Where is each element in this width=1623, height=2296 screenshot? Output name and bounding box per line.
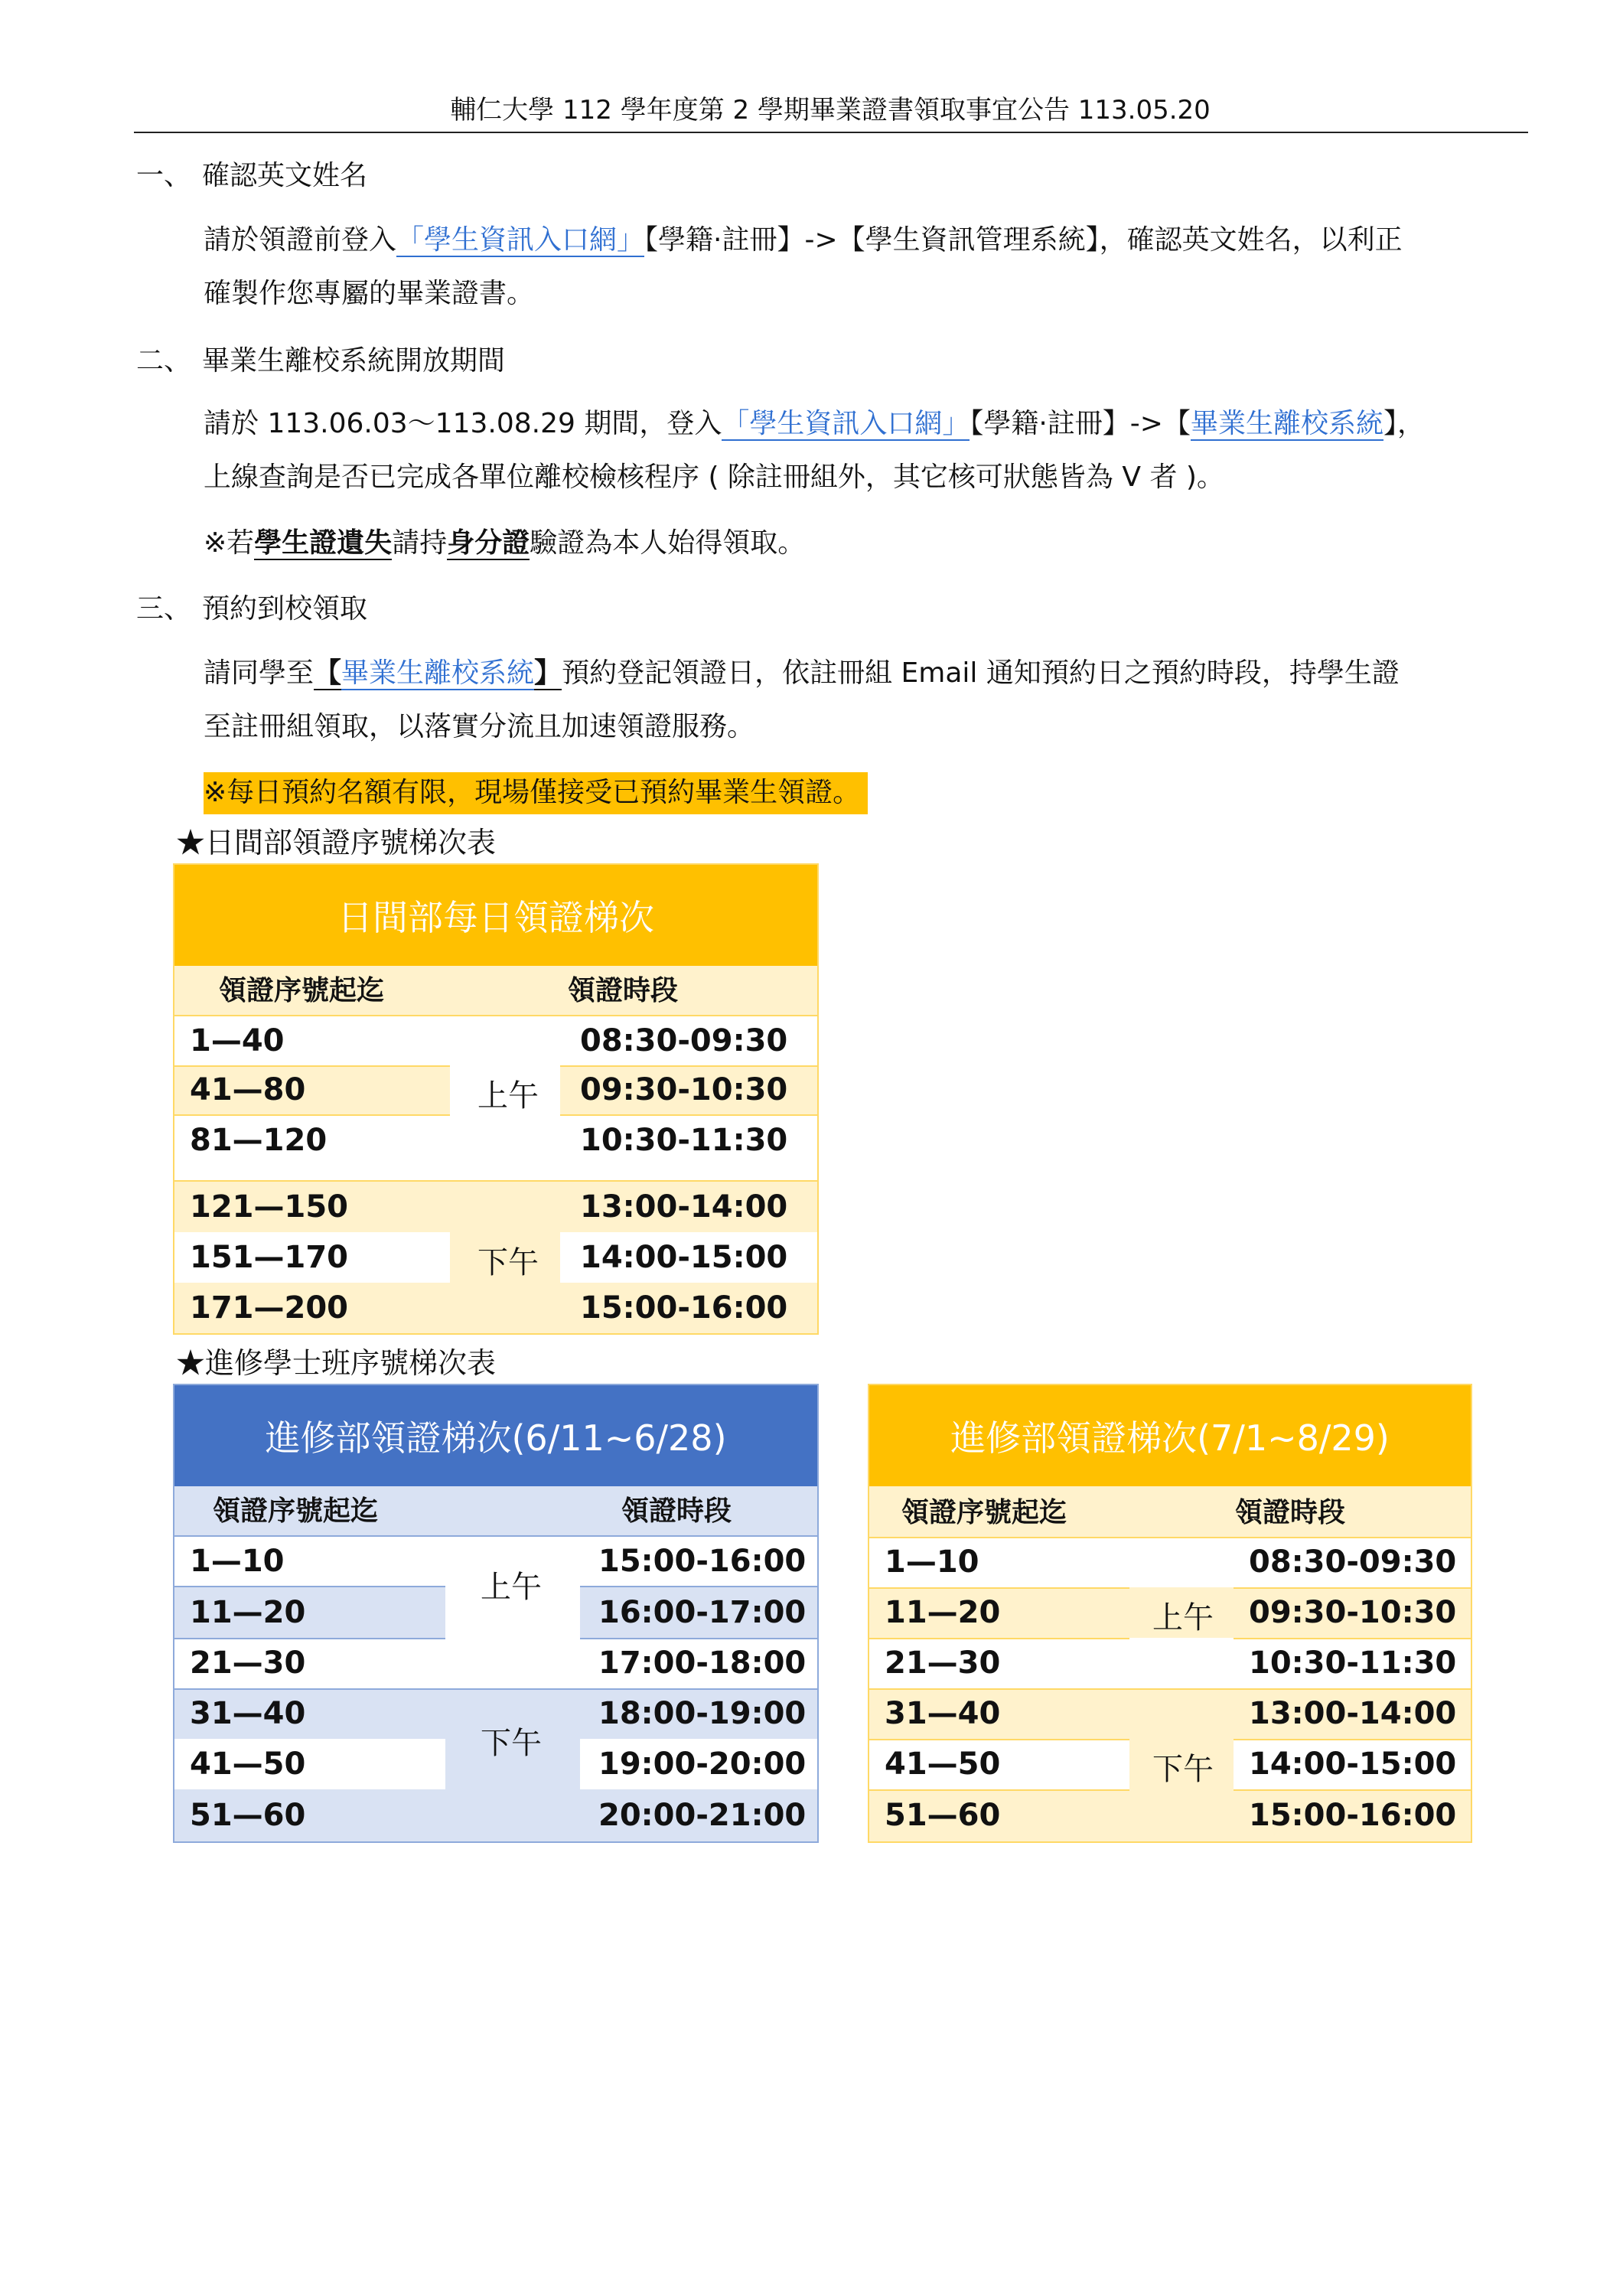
time-cell: 15:00-16:00 <box>1249 1798 1457 1833</box>
text: 預約登記領證日，依註冊組 Email 通知預約日之預約時段，持學生證 <box>562 657 1400 689</box>
section2-paragraph-line2: 上線查詢是否已完成各單位離校檢核程序 ( 除註冊組外，其它核可狀態皆為 V 者 )。 <box>204 461 1224 493</box>
section2-paragraph-line1 <box>204 406 1535 442</box>
section1-number: 一、 <box>136 160 192 191</box>
text: ※若 <box>204 527 255 559</box>
range-cell: 1—10 <box>885 1544 979 1580</box>
text: 請持 <box>392 527 448 559</box>
time-cell: 15:00-16:00 <box>598 1544 807 1579</box>
student-portal-link[interactable]: 「學生資訊入口網」 <box>396 224 645 256</box>
day-table-title: 日間部每日領證梯次 <box>174 865 817 966</box>
pm-label: 下午 <box>481 1726 542 1761</box>
range-cell: 31—40 <box>190 1696 306 1731</box>
range-cell: 171—200 <box>190 1290 348 1326</box>
col-header-range: 領證序號起迄 <box>901 1496 1067 1528</box>
section3-paragraph-line2: 至註冊組領取，以落實分流且加速領證服務。 <box>204 711 755 742</box>
time-cell: 16:00-17:00 <box>598 1595 807 1630</box>
time-cell: 18:00-19:00 <box>598 1696 807 1731</box>
range-cell: 41—50 <box>190 1746 306 1782</box>
time-cell: 08:30-09:30 <box>1249 1544 1457 1580</box>
col-header-range: 領證序號起迄 <box>219 974 385 1006</box>
range-cell: 41—80 <box>190 1072 306 1107</box>
day-schedule-table <box>173 863 819 1335</box>
range-cell: 151—170 <box>190 1240 348 1275</box>
section2-note <box>204 525 1535 562</box>
student-portal-link[interactable]: 「學生資訊入口網」 <box>722 408 970 439</box>
section3-heading <box>136 591 367 628</box>
emphasis-lost-student-id: 學生證遺失 <box>254 527 393 559</box>
section3-highlight-row <box>204 775 1535 811</box>
section3-number: 三、 <box>136 593 192 625</box>
text: 請於領證前登入 <box>204 224 397 256</box>
range-cell: 81—120 <box>190 1123 328 1158</box>
range-cell: 11—20 <box>190 1595 306 1630</box>
night-schedule-table-jul <box>868 1384 1472 1843</box>
col-header-time: 領證時段 <box>568 974 679 1006</box>
time-cell: 09:30-10:30 <box>580 1072 788 1107</box>
section3-title: 預約到校領取 <box>202 593 368 625</box>
page-title: 輔仁大學 112 學年度第 2 學期畢業證書領取事宜公告 113.05.20 <box>450 95 1211 126</box>
text: 】， <box>1383 408 1425 439</box>
am-label: 上午 <box>1152 1600 1214 1636</box>
pm-label: 下午 <box>1152 1752 1214 1787</box>
col-header-range: 領證序號起迄 <box>213 1495 379 1527</box>
section2-title: 畢業生離校系統開放期間 <box>202 345 506 377</box>
night-schedule-table-jun <box>173 1384 819 1843</box>
emphasis-id-card: 身分證 <box>447 527 530 559</box>
day-table-caption: ★日間部領證序號梯次表 <box>176 826 497 859</box>
text: 【學籍·註冊】->【 <box>970 408 1191 439</box>
night-table-jul-title: 進修部領證梯次(7/1~8/29) <box>869 1385 1471 1486</box>
time-cell: 10:30-11:30 <box>580 1123 788 1158</box>
time-cell: 15:00-16:00 <box>580 1290 788 1326</box>
section1-heading <box>136 158 367 194</box>
section1-title: 確認英文姓名 <box>202 160 368 191</box>
range-cell: 51—60 <box>885 1798 1001 1833</box>
section2-number: 二、 <box>136 345 192 377</box>
range-cell: 21—30 <box>885 1645 1001 1681</box>
time-cell: 13:00-14:00 <box>1249 1696 1457 1731</box>
range-cell: 41—50 <box>885 1746 1001 1782</box>
time-cell: 09:30-10:30 <box>1249 1595 1457 1630</box>
range-cell: 21—30 <box>190 1645 306 1681</box>
range-cell: 1—40 <box>190 1023 285 1058</box>
am-label: 上午 <box>481 1570 542 1605</box>
text: 請於 113.06.03～113.08.29 期間，登入 <box>204 408 722 439</box>
section1-paragraph-line2: 確製作您專屬的畢業證書。 <box>204 278 535 309</box>
reservation-limit-highlight: ※每日預約名額有限，現場僅接受已預約畢業生領證。 <box>204 772 868 814</box>
range-cell: 11—20 <box>885 1595 1001 1630</box>
bracket: 【 <box>314 657 342 689</box>
am-label: 上午 <box>477 1078 539 1114</box>
time-cell: 10:30-11:30 <box>1249 1645 1457 1681</box>
range-cell: 31—40 <box>885 1696 1001 1731</box>
text: 驗證為本人始得領取。 <box>530 527 806 559</box>
section3-paragraph-line1 <box>204 655 1535 692</box>
bracket: 】 <box>534 657 562 689</box>
time-cell: 13:00-14:00 <box>580 1189 788 1225</box>
pm-label: 下午 <box>477 1245 539 1280</box>
title-divider <box>134 132 1528 133</box>
text: 請同學至 <box>204 657 314 689</box>
time-cell: 08:30-09:30 <box>580 1023 788 1058</box>
night-table-jun-title: 進修部領證梯次(6/11~6/28) <box>174 1385 817 1486</box>
time-cell: 20:00-21:00 <box>598 1798 807 1833</box>
range-cell: 1—10 <box>190 1544 285 1579</box>
range-cell: 121—150 <box>190 1189 348 1225</box>
time-cell: 14:00-15:00 <box>580 1240 788 1275</box>
text: 【學籍·註冊】->【學生資訊管理系統】，確認英文姓名，以利正 <box>644 224 1403 256</box>
graduate-leaving-system-link[interactable]: 畢業生離校系統 <box>341 657 535 689</box>
col-header-time: 領證時段 <box>621 1495 732 1527</box>
graduate-leaving-system-link[interactable]: 畢業生離校系統 <box>1190 408 1383 439</box>
time-cell: 14:00-15:00 <box>1249 1746 1457 1782</box>
col-header-time: 領證時段 <box>1235 1496 1346 1528</box>
section1-paragraph-line1 <box>204 222 1535 259</box>
section2-heading <box>136 343 505 380</box>
time-cell: 17:00-18:00 <box>598 1645 807 1681</box>
range-cell: 51—60 <box>190 1798 306 1833</box>
night-table-caption: ★進修學士班序號梯次表 <box>176 1346 497 1380</box>
time-cell: 19:00-20:00 <box>598 1746 807 1782</box>
